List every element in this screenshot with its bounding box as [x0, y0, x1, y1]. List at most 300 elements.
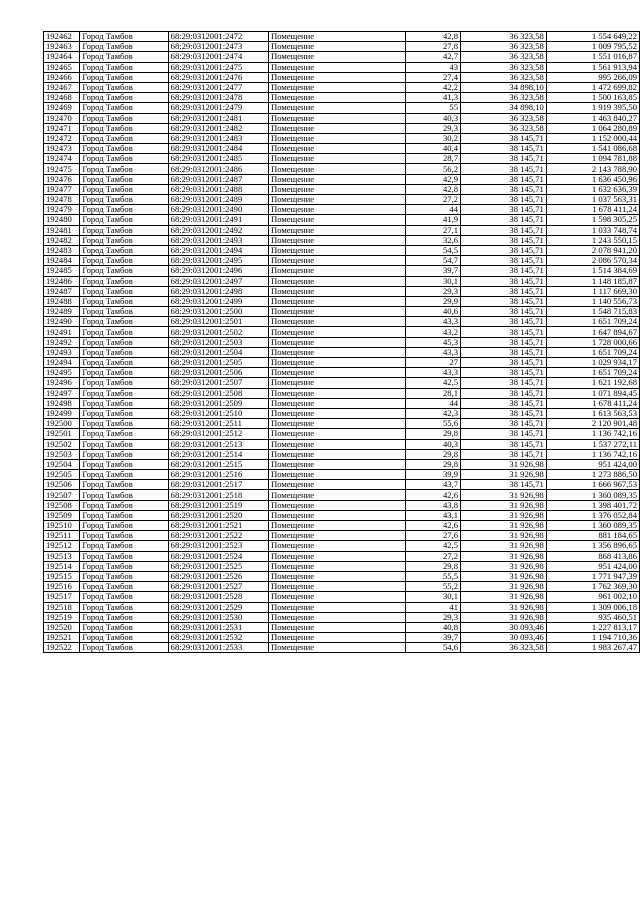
table-body [44, 32, 640, 653]
row-number-cell: 192468 [44, 93, 80, 103]
area-cell: 29,8 [405, 429, 460, 439]
area-cell: 27 [405, 358, 460, 368]
area-cell: 43,7 [405, 480, 460, 490]
cadastral-value-cell: 1 500 163,85 [546, 93, 639, 103]
cadastral-value-cell: 1 037 563,31 [546, 195, 639, 205]
cadastral-number-cell: 68:29:0312001:2526 [168, 571, 268, 581]
table-row [44, 32, 640, 42]
object-type-cell: Помещение [268, 42, 405, 52]
cadastral-number-cell: 68:29:0312001:2500 [168, 307, 268, 317]
row-number-cell: 192474 [44, 154, 80, 164]
cadastral-number-cell: 68:29:0312001:2518 [168, 490, 268, 500]
cadastral-number-cell: 68:29:0312001:2506 [168, 368, 268, 378]
city-cell: Город Тамбов [80, 378, 168, 388]
cadastral-value-cell: 1 598 305,25 [546, 215, 639, 225]
object-type-cell: Помещение [268, 643, 405, 653]
city-cell: Город Тамбов [80, 103, 168, 113]
area-cell: 40,3 [405, 439, 460, 449]
specific-value-cell: 38 145,71 [461, 480, 547, 490]
table-row [44, 93, 640, 103]
specific-value-cell: 38 145,71 [461, 378, 547, 388]
table-row [44, 378, 640, 388]
area-cell: 32,6 [405, 235, 460, 245]
table-row [44, 561, 640, 571]
city-cell: Город Тамбов [80, 561, 168, 571]
object-type-cell: Помещение [268, 439, 405, 449]
cadastral-number-cell: 68:29:0312001:2520 [168, 510, 268, 520]
area-cell: 27,1 [405, 225, 460, 235]
city-cell: Город Тамбов [80, 307, 168, 317]
area-cell: 41,3 [405, 93, 460, 103]
cadastral-value-cell: 2 143 788,90 [546, 164, 639, 174]
row-number-cell: 192494 [44, 358, 80, 368]
table-row [44, 286, 640, 296]
cadastral-value-cell: 1 356 896,65 [546, 541, 639, 551]
specific-value-cell: 38 145,71 [461, 439, 547, 449]
area-cell: 40,6 [405, 307, 460, 317]
object-type-cell: Помещение [268, 317, 405, 327]
table-row [44, 266, 640, 276]
city-cell: Город Тамбов [80, 266, 168, 276]
row-number-cell: 192484 [44, 256, 80, 266]
cadastral-value-cell: 1 194 710,36 [546, 633, 639, 643]
city-cell: Город Тамбов [80, 215, 168, 225]
row-number-cell: 192520 [44, 622, 80, 632]
object-type-cell: Помещение [268, 164, 405, 174]
object-type-cell: Помещение [268, 551, 405, 561]
object-type-cell: Помещение [268, 144, 405, 154]
cadastral-number-cell: 68:29:0312001:2523 [168, 541, 268, 551]
cadastral-number-cell: 68:29:0312001:2492 [168, 225, 268, 235]
table-row [44, 307, 640, 317]
city-cell: Город Тамбов [80, 42, 168, 52]
area-cell: 42,6 [405, 490, 460, 500]
specific-value-cell: 38 145,71 [461, 235, 547, 245]
cadastral-value-cell: 1 771 947,39 [546, 571, 639, 581]
row-number-cell: 192465 [44, 62, 80, 72]
specific-value-cell: 38 145,71 [461, 276, 547, 286]
city-cell: Город Тамбов [80, 113, 168, 123]
city-cell: Город Тамбов [80, 582, 168, 592]
city-cell: Город Тамбов [80, 449, 168, 459]
specific-value-cell: 31 926,98 [461, 592, 547, 602]
row-number-cell: 192521 [44, 633, 80, 643]
row-number-cell: 192495 [44, 368, 80, 378]
table-row [44, 582, 640, 592]
cadastral-number-cell: 68:29:0312001:2531 [168, 622, 268, 632]
row-number-cell: 192471 [44, 123, 80, 133]
table-row [44, 113, 640, 123]
specific-value-cell: 36 323,58 [461, 123, 547, 133]
table-row [44, 184, 640, 194]
object-type-cell: Помещение [268, 358, 405, 368]
specific-value-cell: 30 093,46 [461, 633, 547, 643]
table-row [44, 439, 640, 449]
cadastral-value-cell: 1 666 967,53 [546, 480, 639, 490]
row-number-cell: 192480 [44, 215, 80, 225]
cadastral-value-cell: 1 472 699,82 [546, 82, 639, 92]
object-type-cell: Помещение [268, 225, 405, 235]
object-type-cell: Помещение [268, 133, 405, 143]
row-number-cell: 192469 [44, 103, 80, 113]
cadastral-number-cell: 68:29:0312001:2496 [168, 266, 268, 276]
cadastral-value-cell: 1 398 401,72 [546, 500, 639, 510]
cadastral-number-cell: 68:29:0312001:2479 [168, 103, 268, 113]
cadastral-number-cell: 68:29:0312001:2485 [168, 154, 268, 164]
cadastral-value-cell: 1 309 006,18 [546, 602, 639, 612]
object-type-cell: Помещение [268, 337, 405, 347]
row-number-cell: 192479 [44, 205, 80, 215]
area-cell: 29,3 [405, 123, 460, 133]
city-cell: Город Тамбов [80, 144, 168, 154]
table-row [44, 123, 640, 133]
city-cell: Город Тамбов [80, 286, 168, 296]
city-cell: Город Тамбов [80, 500, 168, 510]
object-type-cell: Помещение [268, 103, 405, 113]
specific-value-cell: 31 926,98 [461, 582, 547, 592]
area-cell: 40,4 [405, 144, 460, 154]
object-type-cell: Помещение [268, 205, 405, 215]
specific-value-cell: 36 323,58 [461, 72, 547, 82]
specific-value-cell: 38 145,71 [461, 286, 547, 296]
row-number-cell: 192491 [44, 327, 80, 337]
specific-value-cell: 38 145,71 [461, 174, 547, 184]
city-cell: Город Тамбов [80, 205, 168, 215]
cadastral-number-cell: 68:29:0312001:2524 [168, 551, 268, 561]
city-cell: Город Тамбов [80, 296, 168, 306]
row-number-cell: 192497 [44, 388, 80, 398]
area-cell: 30,2 [405, 133, 460, 143]
object-type-cell: Помещение [268, 388, 405, 398]
object-type-cell: Помещение [268, 266, 405, 276]
row-number-cell: 192478 [44, 195, 80, 205]
area-cell: 42,6 [405, 521, 460, 531]
object-type-cell: Помещение [268, 449, 405, 459]
area-cell: 55,2 [405, 582, 460, 592]
specific-value-cell: 31 926,98 [461, 470, 547, 480]
city-cell: Город Тамбов [80, 133, 168, 143]
city-cell: Город Тамбов [80, 439, 168, 449]
specific-value-cell: 36 323,58 [461, 643, 547, 653]
city-cell: Город Тамбов [80, 398, 168, 408]
object-type-cell: Помещение [268, 541, 405, 551]
area-cell: 42,5 [405, 378, 460, 388]
cadastral-number-cell: 68:29:0312001:2519 [168, 500, 268, 510]
specific-value-cell: 38 145,71 [461, 205, 547, 215]
table-row [44, 245, 640, 255]
object-type-cell: Помещение [268, 72, 405, 82]
cadastral-value-cell: 961 002,10 [546, 592, 639, 602]
table-row [44, 602, 640, 612]
cadastral-value-cell: 1 136 742,16 [546, 449, 639, 459]
table-row [44, 429, 640, 439]
city-cell: Город Тамбов [80, 571, 168, 581]
area-cell: 27,2 [405, 195, 460, 205]
specific-value-cell: 38 145,71 [461, 266, 547, 276]
city-cell: Город Тамбов [80, 470, 168, 480]
cadastral-number-cell: 68:29:0312001:2484 [168, 144, 268, 154]
object-type-cell: Помещение [268, 184, 405, 194]
object-type-cell: Помещение [268, 286, 405, 296]
cadastral-value-cell: 1 678 411,24 [546, 398, 639, 408]
row-number-cell: 192514 [44, 561, 80, 571]
area-cell: 55 [405, 103, 460, 113]
row-number-cell: 192509 [44, 510, 80, 520]
row-number-cell: 192503 [44, 449, 80, 459]
city-cell: Город Тамбов [80, 521, 168, 531]
cadastral-number-cell: 68:29:0312001:2511 [168, 419, 268, 429]
cadastral-value-cell: 1 983 267,47 [546, 643, 639, 653]
object-type-cell: Помещение [268, 215, 405, 225]
row-number-cell: 192485 [44, 266, 80, 276]
cadastral-number-cell: 68:29:0312001:2530 [168, 612, 268, 622]
table-row [44, 633, 640, 643]
city-cell: Город Тамбов [80, 82, 168, 92]
cadastral-value-cell: 1 919 395,50 [546, 103, 639, 113]
city-cell: Город Тамбов [80, 317, 168, 327]
area-cell: 55,6 [405, 419, 460, 429]
city-cell: Город Тамбов [80, 592, 168, 602]
object-type-cell: Помещение [268, 633, 405, 643]
row-number-cell: 192501 [44, 429, 80, 439]
area-cell: 29,3 [405, 286, 460, 296]
object-type-cell: Помещение [268, 582, 405, 592]
city-cell: Город Тамбов [80, 480, 168, 490]
city-cell: Город Тамбов [80, 195, 168, 205]
cadastral-number-cell: 68:29:0312001:2510 [168, 408, 268, 418]
specific-value-cell: 38 145,71 [461, 317, 547, 327]
cadastral-value-cell: 1 152 000,44 [546, 133, 639, 143]
object-type-cell: Помещение [268, 347, 405, 357]
specific-value-cell: 38 145,71 [461, 388, 547, 398]
city-cell: Город Тамбов [80, 184, 168, 194]
object-type-cell: Помещение [268, 510, 405, 520]
cadastral-number-cell: 68:29:0312001:2482 [168, 123, 268, 133]
cadastral-number-cell: 68:29:0312001:2489 [168, 195, 268, 205]
city-cell: Город Тамбов [80, 337, 168, 347]
row-number-cell: 192470 [44, 113, 80, 123]
cadastral-value-cell: 1 136 742,16 [546, 429, 639, 439]
object-type-cell: Помещение [268, 256, 405, 266]
table-row [44, 327, 640, 337]
row-number-cell: 192504 [44, 459, 80, 469]
specific-value-cell: 38 145,71 [461, 449, 547, 459]
area-cell: 29,9 [405, 296, 460, 306]
cadastral-number-cell: 68:29:0312001:2494 [168, 245, 268, 255]
table-row [44, 571, 640, 581]
cadastral-number-cell: 68:29:0312001:2522 [168, 531, 268, 541]
cadastral-number-cell: 68:29:0312001:2502 [168, 327, 268, 337]
specific-value-cell: 31 926,98 [461, 459, 547, 469]
cadastral-value-cell: 951 424,00 [546, 459, 639, 469]
table-row [44, 358, 640, 368]
object-type-cell: Помещение [268, 113, 405, 123]
area-cell: 43,8 [405, 500, 460, 510]
city-cell: Город Тамбов [80, 510, 168, 520]
area-cell: 42,8 [405, 184, 460, 194]
row-number-cell: 192477 [44, 184, 80, 194]
city-cell: Город Тамбов [80, 633, 168, 643]
area-cell: 27,8 [405, 42, 460, 52]
cadastral-number-cell: 68:29:0312001:2525 [168, 561, 268, 571]
row-number-cell: 192516 [44, 582, 80, 592]
object-type-cell: Помещение [268, 490, 405, 500]
row-number-cell: 192518 [44, 602, 80, 612]
city-cell: Город Тамбов [80, 62, 168, 72]
specific-value-cell: 38 145,71 [461, 347, 547, 357]
cadastral-value-cell: 881 184,65 [546, 531, 639, 541]
area-cell: 29,3 [405, 612, 460, 622]
cadastral-number-cell: 68:29:0312001:2483 [168, 133, 268, 143]
table-row [44, 144, 640, 154]
row-number-cell: 192475 [44, 164, 80, 174]
table-row [44, 368, 640, 378]
row-number-cell: 192466 [44, 72, 80, 82]
specific-value-cell: 36 323,58 [461, 93, 547, 103]
area-cell: 39,9 [405, 470, 460, 480]
cadastral-number-cell: 68:29:0312001:2528 [168, 592, 268, 602]
cadastral-number-cell: 68:29:0312001:2491 [168, 215, 268, 225]
specific-value-cell: 38 145,71 [461, 154, 547, 164]
table-row [44, 459, 640, 469]
cadastral-number-cell: 68:29:0312001:2501 [168, 317, 268, 327]
city-cell: Город Тамбов [80, 541, 168, 551]
specific-value-cell: 31 926,98 [461, 561, 547, 571]
area-cell: 27,2 [405, 551, 460, 561]
cadastral-number-cell: 68:29:0312001:2477 [168, 82, 268, 92]
object-type-cell: Помещение [268, 62, 405, 72]
area-cell: 29,8 [405, 449, 460, 459]
table-row [44, 500, 640, 510]
object-type-cell: Помещение [268, 154, 405, 164]
specific-value-cell: 38 145,71 [461, 429, 547, 439]
specific-value-cell: 30 093,46 [461, 622, 547, 632]
cadastral-number-cell: 68:29:0312001:2532 [168, 633, 268, 643]
specific-value-cell: 38 145,71 [461, 296, 547, 306]
row-number-cell: 192506 [44, 480, 80, 490]
row-number-cell: 192515 [44, 571, 80, 581]
city-cell: Город Тамбов [80, 235, 168, 245]
specific-value-cell: 31 926,98 [461, 551, 547, 561]
area-cell: 40,3 [405, 113, 460, 123]
cadastral-number-cell: 68:29:0312001:2481 [168, 113, 268, 123]
row-number-cell: 192517 [44, 592, 80, 602]
table-row [44, 480, 640, 490]
table-row [44, 521, 640, 531]
object-type-cell: Помещение [268, 480, 405, 490]
area-cell: 42,3 [405, 408, 460, 418]
table-row [44, 62, 640, 72]
cadastral-value-cell: 2 078 941,20 [546, 245, 639, 255]
table-row [44, 592, 640, 602]
specific-value-cell: 38 145,71 [461, 164, 547, 174]
row-number-cell: 192493 [44, 347, 80, 357]
city-cell: Город Тамбов [80, 225, 168, 235]
cadastral-value-cell: 1 647 894,67 [546, 327, 639, 337]
row-number-cell: 192519 [44, 612, 80, 622]
object-type-cell: Помещение [268, 123, 405, 133]
table-row [44, 388, 640, 398]
area-cell: 44 [405, 398, 460, 408]
cadastral-value-cell: 1 728 000,66 [546, 337, 639, 347]
specific-value-cell: 36 323,58 [461, 42, 547, 52]
specific-value-cell: 38 145,71 [461, 307, 547, 317]
area-cell: 30,1 [405, 276, 460, 286]
cadastral-value-cell: 1 537 272,11 [546, 439, 639, 449]
cadastral-value-cell: 935 460,51 [546, 612, 639, 622]
area-cell: 39,7 [405, 633, 460, 643]
row-number-cell: 192483 [44, 245, 80, 255]
table-row [44, 510, 640, 520]
object-type-cell: Помещение [268, 245, 405, 255]
object-type-cell: Помещение [268, 235, 405, 245]
table-row [44, 408, 640, 418]
cadastral-number-cell: 68:29:0312001:2499 [168, 296, 268, 306]
object-type-cell: Помещение [268, 93, 405, 103]
row-number-cell: 192502 [44, 439, 80, 449]
table-row [44, 103, 640, 113]
cadastral-number-cell: 68:29:0312001:2476 [168, 72, 268, 82]
cadastral-number-cell: 68:29:0312001:2473 [168, 42, 268, 52]
cadastral-value-cell: 1 273 886,50 [546, 470, 639, 480]
specific-value-cell: 38 145,71 [461, 398, 547, 408]
table-row [44, 133, 640, 143]
cadastral-number-cell: 68:29:0312001:2533 [168, 643, 268, 653]
cadastral-value-cell: 1 621 192,68 [546, 378, 639, 388]
cadastral-value-cell: 1 762 369,30 [546, 582, 639, 592]
table-row [44, 643, 640, 653]
cadastral-number-cell: 68:29:0312001:2514 [168, 449, 268, 459]
cadastral-value-cell: 1 029 934,17 [546, 358, 639, 368]
row-number-cell: 192492 [44, 337, 80, 347]
row-number-cell: 192510 [44, 521, 80, 531]
city-cell: Город Тамбов [80, 490, 168, 500]
cadastral-value-cell: 995 266,09 [546, 72, 639, 82]
table-row [44, 296, 640, 306]
table-row [44, 195, 640, 205]
cadastral-number-cell: 68:29:0312001:2507 [168, 378, 268, 388]
row-number-cell: 192486 [44, 276, 80, 286]
table-row [44, 470, 640, 480]
specific-value-cell: 38 145,71 [461, 144, 547, 154]
row-number-cell: 192499 [44, 408, 80, 418]
object-type-cell: Помещение [268, 521, 405, 531]
cadastral-value-cell: 1 243 550,15 [546, 235, 639, 245]
row-number-cell: 192473 [44, 144, 80, 154]
row-number-cell: 192476 [44, 174, 80, 184]
row-number-cell: 192500 [44, 419, 80, 429]
table-row [44, 164, 640, 174]
object-type-cell: Помещение [268, 174, 405, 184]
row-number-cell: 192482 [44, 235, 80, 245]
city-cell: Город Тамбов [80, 612, 168, 622]
city-cell: Город Тамбов [80, 327, 168, 337]
city-cell: Город Тамбов [80, 72, 168, 82]
area-cell: 54,7 [405, 256, 460, 266]
object-type-cell: Помещение [268, 276, 405, 286]
specific-value-cell: 38 145,71 [461, 256, 547, 266]
area-cell: 55,5 [405, 571, 460, 581]
specific-value-cell: 31 926,98 [461, 490, 547, 500]
row-number-cell: 192490 [44, 317, 80, 327]
row-number-cell: 192462 [44, 32, 80, 42]
table-row [44, 205, 640, 215]
city-cell: Город Тамбов [80, 408, 168, 418]
row-number-cell: 192511 [44, 531, 80, 541]
area-cell: 45,3 [405, 337, 460, 347]
area-cell: 43,1 [405, 510, 460, 520]
specific-value-cell: 38 145,71 [461, 133, 547, 143]
